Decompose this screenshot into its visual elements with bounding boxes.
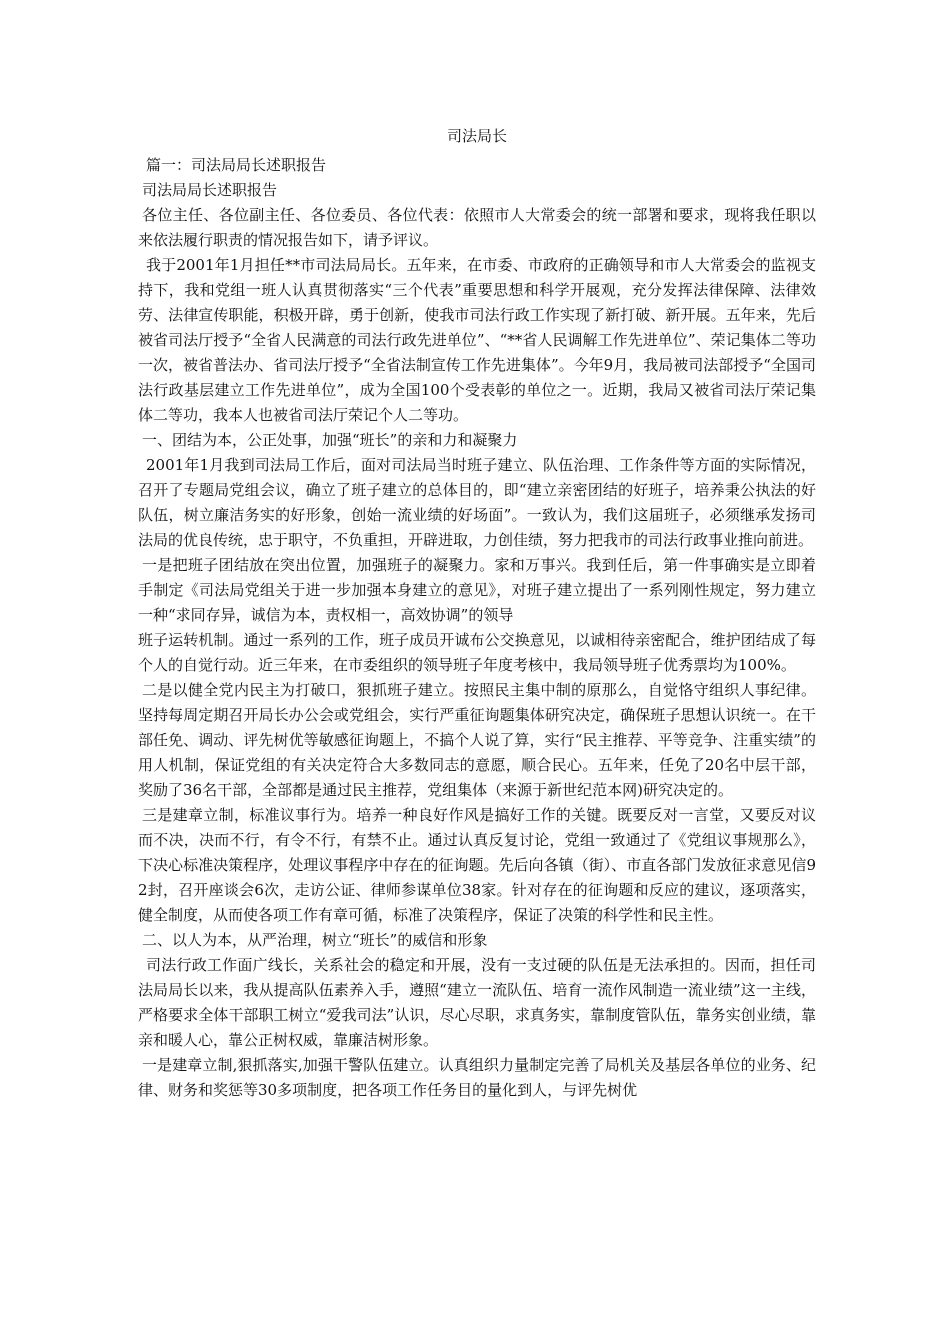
paragraph-body: 二是以健全党内民主为打破口，狠抓班子建立。按照民主集中制的原那么，自觉恪守组织人事纪律。坚持每周定期召开局长办公会或党组会，实行严重征询题集体研究决定，确保班子思想认识统一。在干部任免、调动、评先树优等敏感征询题上，不搞个人说了算，实行“民主推荐、平等竞争、注重实绩”的用人机制，保证党组的有关决定符合大多数同志的意愿，顺合民心。五年来，任免了20名中层干部，奖励了36名干部，全部都是通过民主推荐，党组集体（来源于新世纪范本网)研究决定的。 xyxy=(138,681,816,799)
paragraph-body: 一是把班子团结放在突出位置，加强班子的凝聚力。家和万事兴。我到任后，第一件事确实是立即着手制定《司法局党组关于进一步加强本身建立的意见》，对班子建立提出了一系列刚性规定，努力建立一种“求同存异，诚信为本，责权相一，高效协调”的领导 xyxy=(138,556,816,624)
document-title: 司法局长 xyxy=(446,127,507,145)
paragraph-body: 司法行政工作面广线长，关系社会的稳定和开展，没有一支过硬的队伍是无法承担的。因而，担任司法局局长以来，我从提高队伍素养入手，遵照“建立一流队伍、培育一流作风制造一流业绩”这一主线，严格要求全体干部职工树立“爱我司法”认识，尽心尽职，求真务实，靠制度管队伍，靠务实创业绩，靠亲和暖人心，靠公正树权威，靠廉洁树形象。 xyxy=(138,956,816,1049)
paragraph-body: 各位主任、各位副主任、各位委员、各位代表：依照市人大常委会的统一部署和要求，现将我任职以来依法履行职责的情况报告如下，请予评议。 xyxy=(138,206,816,249)
paragraph-subheading: 司法局局长述职报告 xyxy=(142,181,278,199)
paragraph-body: 三是建章立制，标准议事行为。培养一种良好作风是搞好工作的关键。既要反对一言堂，又要反对议而不决，决而不行，有令不行，有禁不止。通过认真反复讨论，党组一致通过了《党组议事规那么》，下决心标准决策程序，处理议事程序中存在的征询题。先后向各镇（街）、市直各部门发放征求意见信92封，召开座谈会6次，走访公证、律师参谋单位38家。针对存在的征询题和反应的建议，逐项落实，健全制度，从而使各项工作有章可循，标准了决策程序，保证了决策的科学性和民主性。 xyxy=(138,806,816,924)
document-page xyxy=(138,124,816,1103)
paragraph-heading: 篇一：司法局局长述职报告 xyxy=(146,156,327,174)
paragraph-body: 班子运转机制。通过一系列的工作，班子成员开诚布公交换意见，以诚相待亲密配合，维护团结成了每个人的自觉行动。近三年来，在市委组织的领导班子年度考核中，我局领导班子优秀票均为100%。 xyxy=(138,631,816,674)
paragraph-section-heading: 一、团结为本，公正处事，加强“班长”的亲和力和凝聚力 xyxy=(142,431,518,449)
paragraph-section-heading: 二、以人为本，从严治理，树立“班长”的威信和形象 xyxy=(142,931,488,949)
paragraph-body: 我于2001年1月担任**市司法局局长。五年来，在市委、市政府的正确领导和市人大常委会的监视支持下，我和党组一班人认真贯彻落实“三个代表”重要思想和科学开展观，充分发挥法律保障、法律效劳、法律宣传职能，积极开辟，勇于创新，使我市司法行政工作实现了新打破、新开展。五年来，先后被省司法厅授予“全省人民满意的司法行政先进单位”、“**省人民调解工作先进单位”、荣记集体二等功一次，被省普法办、省司法厅授予“全省法制宣传工作先进集体”。今年9月，我局被司法部授予“全国司法行政基层建立工作先进单位”，成为全国100个受表彰的单位之一。近期，我局又被省司法厅荣记集体二等功，我本人也被省司法厅荣记个人二等功。 xyxy=(138,256,816,424)
paragraph-body: 2001年1月我到司法局工作后，面对司法局当时班子建立、队伍治理、工作条件等方面的实际情况，召开了专题局党组会议，确立了班子建立的总体目的，即“建立亲密团结的好班子，培养秉公执法的好队伍，树立廉洁务实的好形象，创始一流业绩的好场面”。一致认为，我们这届班子，必须继承发扬司法局的优良传统，忠于职守，不负重担，开辟进取，力创佳绩，努力把我市的司法行政事业推向前进。 xyxy=(138,456,816,549)
paragraph-body: 一是建章立制,狠抓落实,加强干警队伍建立。认真组织力量制定完善了局机关及基层各单位的业务、纪律、财务和奖惩等30多项制度，把各项工作任务目的量化到人，与评先树优 xyxy=(138,1056,816,1099)
